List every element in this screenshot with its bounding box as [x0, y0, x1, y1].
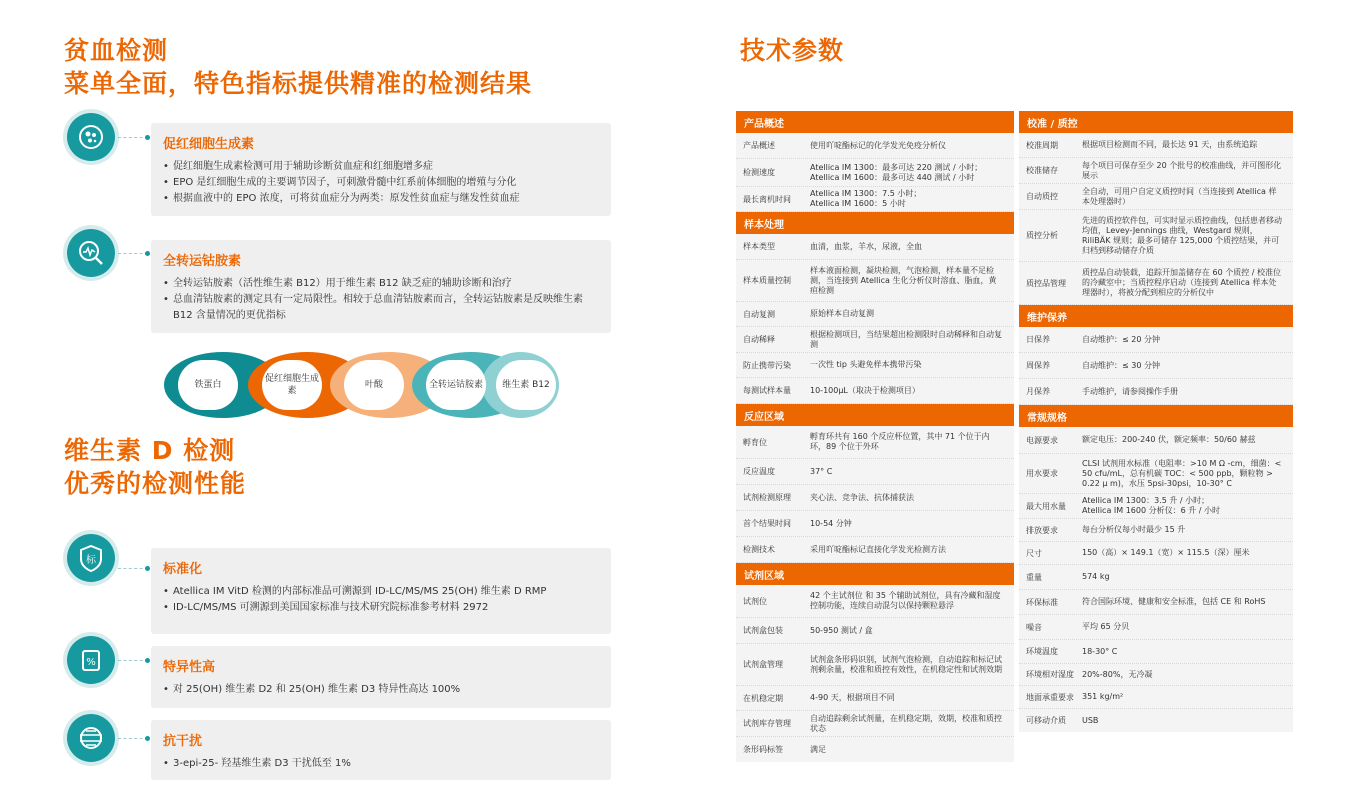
spec-value: 采用吖啶酯标记直接化学发光检测方法: [810, 544, 946, 554]
spec-row: [1019, 615, 1293, 640]
anti-interference-bullet: • 3-epi-25- 羟基维生素 D3 干扰低至 1%: [163, 756, 599, 772]
spec-label: 在机稳定期: [743, 693, 783, 703]
svg-text:%: %: [86, 657, 96, 668]
spec-value: 4-90 天，根据项目不同: [810, 693, 895, 702]
spec-label: 试剂检测原理: [743, 493, 791, 502]
spec-label: 校准周期: [1026, 140, 1058, 150]
spec-label: 重量: [1026, 572, 1042, 582]
spec-label: 试剂位: [743, 596, 767, 606]
spec-value: 20%-80%，无冷凝: [1082, 669, 1153, 679]
chain-item-holotc: 全转运钴胺素: [426, 360, 486, 410]
epo-bullet: • EPO 是红细胞生成的主要调节因子，可刺激骨髓中红系前体细胞的增殖与分化: [163, 175, 599, 191]
spec-value: 37° C: [810, 466, 833, 476]
spec-row: [1019, 184, 1293, 210]
spec-row: [1019, 379, 1293, 405]
spec-label: 自动稀释: [743, 335, 775, 344]
specificity-card: [151, 646, 611, 708]
epo-bullet: • 根据血液中的 EPO 浓度，可将贫血症分为两类：原发性贫血症与继发性贫血症: [163, 191, 599, 207]
spec-row: [736, 711, 1014, 737]
spec-label: 条形码标签: [743, 745, 783, 754]
spec-row: [1019, 640, 1293, 664]
percent-icon: [67, 636, 115, 684]
spec-value: 先进的质控软件包，可实时显示质控曲线，包括患者移动均值，Levey-Jennings 曲线，Westgard 规则，RiliBÄK 规则；最多可储存 125,000 个质控结果，并可归档到移动储存介质: [1082, 215, 1282, 255]
spec-row: [736, 327, 1014, 353]
spec-value: 符合国际环境、健康和安全标准，包括 CE 和 RoHS: [1082, 597, 1266, 606]
spec-label: 样本类型: [743, 242, 775, 251]
spec-value: USB: [1082, 715, 1099, 725]
spec-row: [736, 234, 1014, 260]
spec-section-header: 反应区域: [736, 404, 1014, 426]
spec-value: 样本液面检测，凝块检测，气泡检测，样本量不足检测，当连接到 Atellica 生化分析仪时溶血、脂血，黄疸检测: [810, 265, 997, 295]
spec-value: CLSI 试剂用水标准（电阻率：>10 M Ω -cm，细菌：< 50 cfu/mL，总有机碳 TOC：< 500 ppb，颗粒物 > 0.22 μ m)，水压 5psi-30psi，10-30° C: [1082, 458, 1282, 488]
connector-dot: [145, 566, 150, 571]
anemia-heading: [64, 34, 532, 100]
spec-row: [736, 187, 1014, 212]
svg-text:标: 标: [86, 555, 96, 566]
spec-label: 每测试样本量: [743, 386, 791, 395]
anemia-heading-line2: 菜单全面，特色指标提供精准的检测结果: [64, 69, 533, 98]
spec-value: 150（高）× 149.1（宽）× 115.5（深）厘米: [1082, 548, 1250, 557]
spec-value: 每个项目可保存至少 20 个批号的校准曲线，并可图形化展示: [1082, 160, 1282, 180]
spec-row: [1019, 565, 1293, 590]
spec-label: 试剂盒管理: [743, 660, 783, 669]
spec-value: 每台分析仪每小时最少 15 升: [1082, 525, 1186, 534]
spec-value: 自动追踪剩余试剂量，在机稳定期，效期，校准和质控状态: [810, 713, 1002, 733]
spec-value: 10-100μL（取决于检测项目）: [810, 385, 920, 395]
spec-value: 原始样本自动复测: [810, 309, 874, 318]
spec-label: 排放要求: [1026, 525, 1058, 535]
spec-label: 噪音: [1026, 622, 1042, 632]
specificity-bullet: • 对 25(OH) 维生素 D2 和 25(OH) 维生素 D3 特异性高达 100%: [163, 682, 599, 698]
spec-row: [1019, 709, 1293, 732]
spec-row: [736, 426, 1014, 459]
spec-value: Atellica IM 1300：7.5 小时； Atellica IM 1600：5 小时: [810, 189, 922, 208]
spec-value: 额定电压：200-240 伏，额定频率：50/60 赫兹: [1082, 435, 1256, 444]
epo-card: [151, 123, 611, 216]
spec-row: [1019, 494, 1293, 519]
connector-dot: [145, 658, 150, 663]
spec-label: 电源要求: [1026, 435, 1058, 445]
magnifier-chart-icon: [67, 229, 115, 277]
spec-row: [736, 585, 1014, 618]
spec-row: [736, 459, 1014, 485]
chain-item-b12: 维生素 B12: [496, 360, 556, 410]
spec-label: 质控分析: [1026, 231, 1058, 240]
spec-row: [1019, 427, 1293, 454]
spec-label: 月保养: [1026, 387, 1050, 396]
spec-row: [736, 618, 1014, 644]
specs-heading: 技术参数: [740, 36, 845, 65]
standardization-bullet: • Atellica IM VitD 检测的内部标准品可溯源到 ID-LC/MS/MS 25(OH) 维生素 D RMP: [163, 584, 599, 600]
spec-label: 试剂盒包装: [743, 626, 783, 635]
epo-card-title: 促红细胞生成素: [163, 137, 255, 152]
spec-value: 使用吖啶酯标记的化学发光免疫分析仪: [810, 140, 946, 150]
spec-value: 夹心法、竞争法、抗体捕获法: [810, 492, 914, 502]
chain-item-epo: 促红细胞生成素: [262, 360, 322, 410]
spec-row: [1019, 353, 1293, 379]
spec-row: [1019, 664, 1293, 686]
spec-label: 用水要求: [1026, 469, 1058, 478]
chain-item-folate: 叶酸: [344, 360, 404, 410]
spec-section-header: 样本处理: [736, 212, 1014, 234]
connector-line: [118, 137, 148, 138]
spec-row: [736, 159, 1014, 187]
anti-interference-title: 抗干扰: [163, 734, 203, 749]
spec-row: [736, 353, 1014, 378]
holotc-bullet: • 总血清钴胺素的测定具有一定局限性。相较于总血清钴胺素而言，全转运钴胺素是反映维生素 B12 含量情况的更优指标: [163, 292, 599, 324]
spec-row: [736, 511, 1014, 537]
spec-row: [1019, 686, 1293, 709]
shield-lines-icon: [67, 714, 115, 762]
spec-row: [736, 686, 1014, 711]
spec-row: [736, 378, 1014, 404]
spec-label: 自动复测: [743, 309, 775, 319]
holotc-card: [151, 240, 611, 333]
spec-value: 351 kg/m²: [1082, 692, 1124, 701]
spec-label: 环境温度: [1026, 647, 1058, 656]
spec-row: [736, 537, 1014, 563]
spec-label: 样本质量控制: [743, 276, 791, 285]
spec-row: [1019, 210, 1293, 262]
connector-dot: [145, 251, 150, 256]
spec-row: [736, 737, 1014, 762]
spec-value: 满足: [810, 744, 826, 754]
cells-icon: [67, 113, 115, 161]
spec-label: 周保养: [1026, 361, 1050, 370]
spec-value: 一次性 tip 头避免样本携带污染: [810, 360, 922, 369]
connector-line: [118, 660, 148, 661]
spec-row: [1019, 158, 1293, 184]
standardization-card: [151, 548, 611, 634]
specificity-title: 特异性高: [163, 660, 216, 675]
spec-label: 质控品管理: [1026, 278, 1066, 288]
spec-label: 防止携带污染: [743, 360, 791, 370]
spec-value: 全自动，可用户自定义质控时间（当连接到 Atellica 样本处理器时）: [1082, 186, 1277, 206]
spec-label: 检测技术: [743, 545, 775, 554]
spec-column-1: [736, 111, 1014, 762]
spec-value: 自动维护：≤ 30 分钟: [1082, 360, 1160, 370]
spec-row: [1019, 327, 1293, 353]
anemia-test-chain: [164, 352, 559, 418]
spec-value: 50-950 测试 / 盒: [810, 625, 873, 635]
anti-interference-card: [151, 720, 611, 780]
connector-dot: [145, 736, 150, 741]
spec-row: [1019, 133, 1293, 158]
spec-section-header: 常规规格: [1019, 405, 1293, 427]
spec-label: 校准储存: [1026, 166, 1058, 175]
spec-section-header: 维护保养: [1019, 305, 1293, 327]
spec-label: 地面承重要求: [1026, 692, 1074, 702]
spec-row: [736, 133, 1014, 159]
holotc-card-title: 全转运钴胺素: [163, 254, 242, 269]
spec-label: 首个结果时间: [743, 519, 791, 528]
anemia-heading-line1: 贫血检测: [64, 36, 169, 65]
holotc-bullet: • 全转运钴胺素（活性维生素 B12）用于维生素 B12 缺乏症的辅助诊断和治疗: [163, 276, 599, 292]
connector-line: [118, 738, 148, 739]
spec-label: 孵育位: [743, 437, 767, 447]
spec-label: 检测速度: [743, 168, 775, 177]
spec-value: Atellica IM 1300：最多可达 220 测试 / 小时； Atellica IM 1600：最多可达 440 测试 / 小时: [810, 162, 983, 182]
spec-value: 手动维护，请参阅操作手册: [1082, 386, 1178, 396]
standardization-bullet: • ID-LC/MS/MS 可溯源到美国国家标准与技术研究院标准参考材料 2972: [163, 600, 599, 616]
epo-bullet: • 促红细胞生成素检测可用于辅助诊断贫血症和红细胞增多症: [163, 159, 599, 175]
spec-row: [1019, 542, 1293, 565]
spec-label: 自动质控: [1026, 192, 1058, 201]
spec-value: 根据项目检测而不同，最长达 91 天，由系统追踪: [1082, 140, 1258, 149]
spec-label: 产品概述: [743, 141, 775, 150]
spec-label: 最长离机时间: [743, 194, 791, 204]
spec-section-header: 产品概述: [736, 111, 1014, 133]
spec-row: [736, 644, 1014, 686]
spec-row: [736, 260, 1014, 302]
spec-value: 42 个主试剂位 和 35 个辅助试剂位，具有冷藏和湿度控制功能，连续自动混匀以保持颗粒悬浮: [810, 591, 1001, 610]
spec-value: 质控品自动装载，追踪开加盖储存在 60 个质控 / 校准位的冷藏室中；当质控程序启动（连接到 Atellica 样本处理器时），将被分配到相应的分析仪中: [1082, 268, 1282, 297]
spec-row: [1019, 262, 1293, 305]
spec-value: 根据检测项目，当结果超出检测限时自动稀释和自动复测: [810, 329, 1002, 349]
standard-badge-icon: [67, 534, 115, 582]
spec-section-header: 校准 / 质控: [1019, 111, 1293, 133]
spec-row: [736, 485, 1014, 511]
vitd-heading-line2: 优秀的检测性能: [64, 469, 247, 498]
spec-value: 自动维护：≤ 20 分钟: [1082, 334, 1160, 344]
spec-label: 反应温度: [743, 467, 775, 476]
spec-value: 574 kg: [1082, 572, 1110, 581]
spec-label: 试剂库存管理: [743, 719, 791, 728]
spec-label: 环境相对湿度: [1026, 670, 1074, 679]
spec-row: [1019, 454, 1293, 494]
spec-column-2: [1019, 111, 1293, 732]
vitd-heading: [64, 434, 246, 500]
spec-label: 最大用水量: [1026, 501, 1066, 511]
spec-label: 尺寸: [1026, 548, 1042, 558]
connector-dot: [145, 135, 150, 140]
spec-row: [1019, 519, 1293, 542]
connector-line: [118, 253, 148, 254]
spec-value: 18-30° C: [1082, 646, 1118, 656]
spec-row: [1019, 590, 1293, 615]
spec-section-header: 试剂区域: [736, 563, 1014, 585]
spec-value: 10-54 分钟: [810, 518, 852, 528]
spec-value: 平均 65 分贝: [1082, 622, 1130, 631]
spec-label: 环保标准: [1026, 597, 1058, 607]
standardization-title: 标准化: [163, 562, 203, 577]
spec-value: Atellica IM 1300：3.5 升 / 小时； Atellica IM 1600 分析仪：6 升 / 小时: [1082, 496, 1221, 515]
connector-line: [118, 568, 148, 569]
spec-value: 试剂盒条形码识别，试剂气泡检测，自动追踪和标记试剂剩余量，校准和质控有效性，在机稳定性和试剂效期: [810, 654, 1002, 674]
chain-item-ferritin: 铁蛋白: [178, 360, 238, 410]
spec-label: 日保养: [1026, 335, 1050, 344]
spec-value: 孵育环共有 160 个反应杯位置，其中 71 个位于内环，89 个位于外环: [810, 432, 990, 451]
spec-label: 可移动介质: [1026, 716, 1066, 725]
spec-row: [736, 302, 1014, 327]
spec-value: 血清，血浆，羊水，尿液，全血: [810, 241, 922, 251]
vitd-heading-line1: 维生素 D 检测: [64, 436, 236, 465]
